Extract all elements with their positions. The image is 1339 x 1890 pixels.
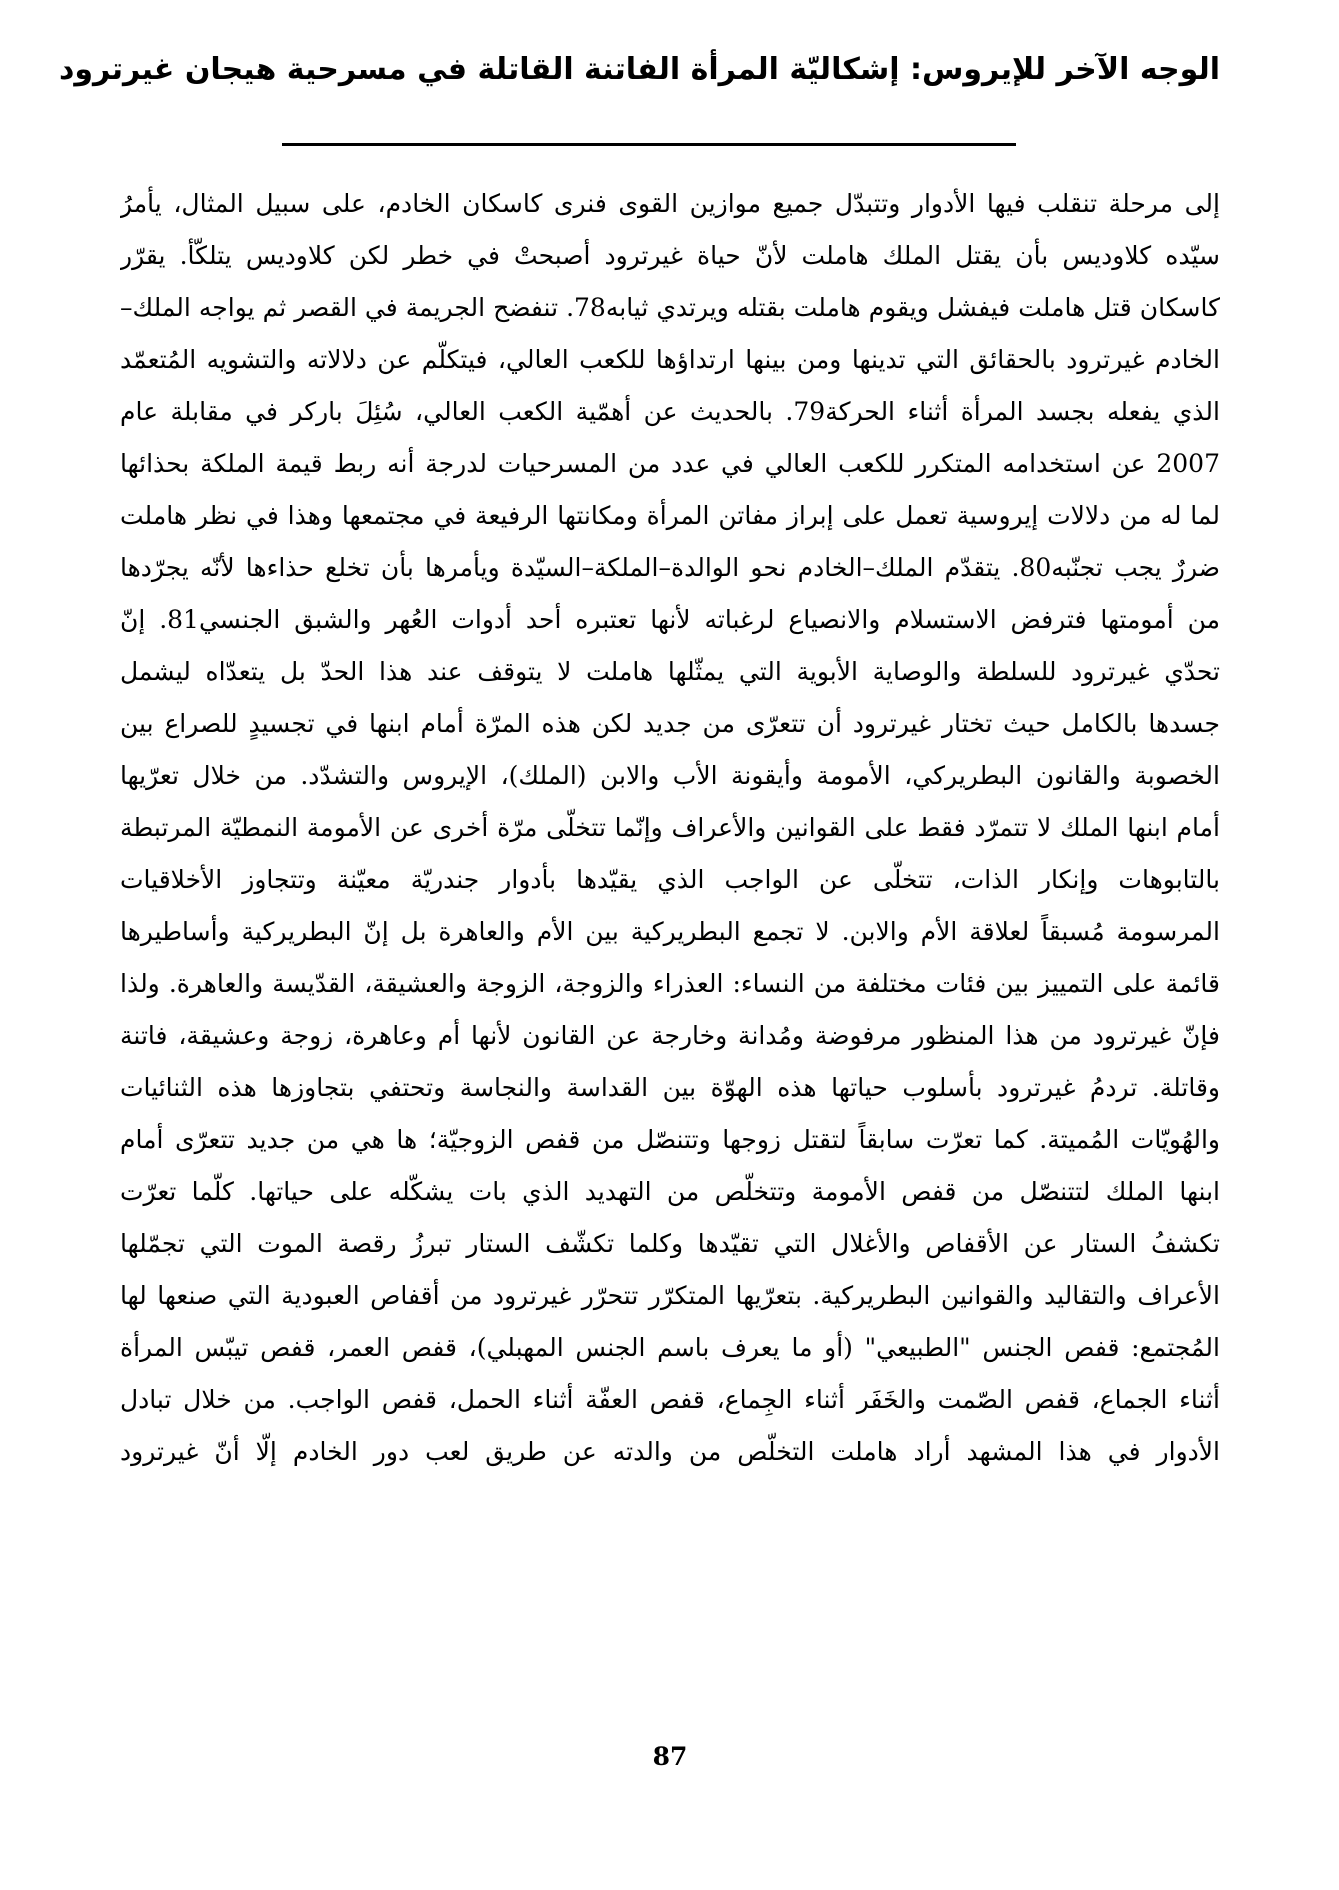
body-text (120, 178, 1220, 1478)
body-line: تحدّي غيرترود للسلطة والوصاية الأبوية التي يمثّلها هاملت لا يتوقف عند هذا الحدّ بل يتعدّاه ليشمل (120, 657, 1220, 686)
body-line: قائمة على التمييز بين فئات مختلفة من النساء: العذراء والزوجة، الزوجة والعشيقة، القدّيسة والعاهرة. ولذا (120, 969, 1220, 998)
body-line: الذي يفعله بجسد المرأة أثناء الحركة79. بالحديث عن أهمّية الكعب العالي، سُئِلَ باركر في مقابلة عام (120, 397, 1220, 426)
page-number: 87 (652, 1742, 688, 1771)
body-line: سيّده كلاوديس بأن يقتل الملك هاملت لأنّ حياة غيرترود أصبحتْ في خطر لكن كلاوديس يتلكّأ. يقرّر (120, 241, 1220, 270)
body-line: أثناء الجماع، قفص الصّمت والخَفَر أثناء الجِماع، قفص العفّة أثناء الحمل، قفص الواجب. من خلال تبادل (120, 1385, 1220, 1414)
body-line: بالتابوهات وإنكار الذات، تتخلّى عن الواجب الذي يقيّدها بأدوار جندريّة معيّنة وتتجاوز الأخلاقيات (120, 865, 1220, 894)
running-header-title: الوجه الآخر للإيروس: إشكاليّة المرأة الفاتنة القاتلة في مسرحية هيجان غيرترود (59, 52, 1220, 87)
body-line: الخصوبة والقانون البطريركي، الأمومة وأيقونة الأب والابن (الملك)، الإيروس والتشدّد. من خلال تعرّيها (120, 761, 1220, 790)
header-divider-rule (282, 143, 1016, 146)
body-line: لما له من دلالات إيروسية تعمل على إبراز مفاتن المرأة ومكانتها الرفيعة في مجتمعها وهذا في نظر هاملت (120, 501, 1220, 530)
body-line: كاسكان قتل هاملت فيفشل ويقوم هاملت بقتله ويرتدي ثيابه78. تنفضح الجريمة في القصر ثم يواجه الملك– (120, 293, 1220, 322)
body-line: الأدوار في هذا المشهد أراد هاملت التخلّص من والدته عن طريق لعب دور الخادم إلّا أنّ غيرترود (120, 1437, 1220, 1466)
body-line: الأعراف والتقاليد والقوانين البطريركية. بتعرّيها المتكرّر تتحرّر غيرترود من أقفاص العبودية التي صنعها لها (120, 1281, 1220, 1310)
body-line: ابنها الملك لتتنصّل من قفص الأمومة وتتخلّص من التهديد الذي بات يشكّله على حياتها. كلّما تعرّت (120, 1177, 1220, 1206)
body-line: والهُويّات المُميتة. كما تعرّت سابقاً لتقتل زوجها وتتنصّل من قفص الزوجيّة؛ ها هي من جديد تتعرّى أمام (120, 1125, 1220, 1154)
body-line: المرسومة مُسبقاً لعلاقة الأم والابن. لا تجمع البطريركية بين الأم والعاهرة بل إنّ البطريركية وأساطيرها (120, 917, 1220, 946)
body-line: 2007 عن استخدامه المتكرر للكعب العالي في عدد من المسرحيات لدرجة أنه ربط قيمة الملكة بحذائها (120, 449, 1220, 478)
body-line: ضررٌ يجب تجنّبه80. يتقدّم الملك–الخادم نحو الوالدة–الملكة–السيّدة ويأمرها بأن تخلع حذاءها لأنّه يجرّدها (120, 553, 1220, 582)
body-line: فإنّ غيرترود من هذا المنظور مرفوضة ومُدانة وخارجة عن القانون لأنها أم وعاهرة، زوجة وعشيقة، فاتنة (120, 1021, 1220, 1050)
body-line: جسدها بالكامل حيث تختار غيرترود أن تتعرّى من جديد لكن هذه المرّة أمام ابنها في تجسيدٍ للصراع بين (120, 709, 1220, 738)
body-line: إلى مرحلة تنقلب فيها الأدوار وتتبدّل جميع موازين القوى فنرى كاسكان الخادم، على سبيل المثال، يأمرُ (120, 189, 1220, 218)
body-line: أمام ابنها الملك لا تتمرّد فقط على القوانين والأعراف وإنّما تتخلّى مرّة أخرى عن الأمومة النمطيّة المرتبطة (120, 813, 1220, 842)
body-line: وقاتلة. تردمُ غيرترود بأسلوب حياتها هذه الهوّة بين القداسة والنجاسة وتحتفي بتجاوزها هذه الثنائيات (120, 1073, 1220, 1102)
body-line: من أمومتها فترفض الاستسلام والانصياع لرغباته لأنها تعتبره أحد أدوات العُهر والشبق الجنسي81. إنّ (120, 605, 1220, 634)
body-line: المُجتمع: قفص الجنس "الطبيعي" (أو ما يعرف باسم الجنس المهبلي)، قفص العمر، قفص تيبّس المرأة (120, 1333, 1220, 1362)
body-line: الخادم غيرترود بالحقائق التي تدينها ومن بينها ارتداؤها للكعب العالي، فيتكلّم عن دلالاته والتشويه المُتعمّد (120, 345, 1220, 374)
body-line: تكشفُ الستار عن الأقفاص والأغلال التي تقيّدها وكلما تكشّف الستار تبرزُ رقصة الموت التي تجمّلها (120, 1229, 1220, 1258)
